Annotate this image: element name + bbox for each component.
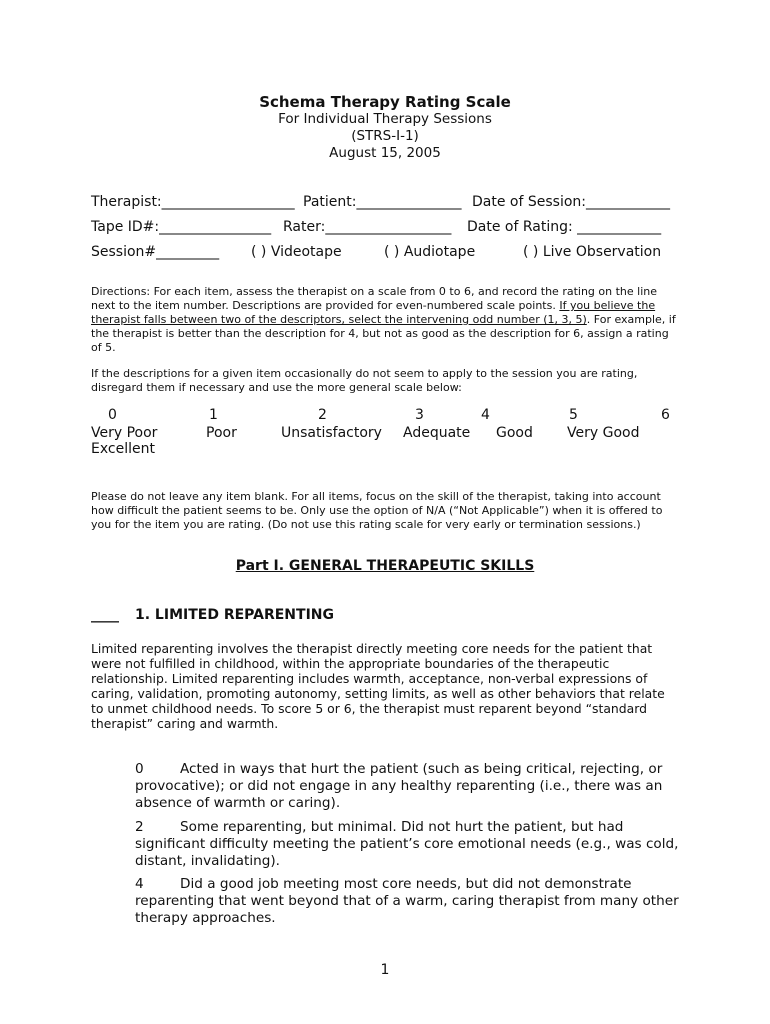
tape-id-field[interactable]: Tape ID#:________________ bbox=[91, 219, 272, 235]
scale-number-6: 6 bbox=[661, 407, 670, 423]
directions-paragraph bbox=[91, 285, 681, 355]
scale-number-0: 0 bbox=[108, 407, 117, 423]
item-description: Limited reparenting involves the therapist directly meeting core needs for the patient that were not fulfilled in childhood, within the appropriate boundaries of the therapeutic relationship. Limited reparenting includes warmth, acceptance, non-verbal expressions of caring, validation, promoting autonomy, setting limits, as well as other behaviors that relate to unmet childhood needs. To score 5 or 6, the therapist must reparent beyond “standard therapist” caring and warmth. bbox=[91, 641, 665, 731]
descriptor-text: Some reparenting, but minimal. Did not hurt the patient, but had significant difficulty meeting the patient’s core emotional needs (e.g., was cold, distant, invalidating). bbox=[135, 819, 679, 869]
directions-general-scale-note: If the descriptions for a given item occasionally do not seem to apply to the session you are rating, disregard them if necessary and use the more general scale below: bbox=[91, 367, 638, 394]
page-number: 1 bbox=[380, 962, 390, 978]
descriptor-score: 0 bbox=[135, 761, 144, 777]
scale-label-adequate: Adequate bbox=[403, 425, 471, 441]
date-of-rating-field[interactable]: Date of Rating: ____________ bbox=[467, 219, 662, 235]
scale-label-excellent: Excellent bbox=[91, 441, 155, 457]
scale-number-2: 2 bbox=[318, 407, 327, 423]
scale-number-1: 1 bbox=[209, 407, 218, 423]
scale-label-unsatisfactory: Unsatisfactory bbox=[281, 425, 382, 441]
descriptor-0 bbox=[135, 761, 685, 812]
directions-text-a: Directions: For each item, assess the therapist on a scale from 0 to 6, and record the rating on the line next to the item number. Descriptions are provided for even-numbered scale points. bbox=[91, 285, 658, 312]
descriptor-4 bbox=[135, 876, 685, 927]
descriptor-score: 2 bbox=[135, 819, 144, 835]
date-of-session-field[interactable]: Date of Session:____________ bbox=[472, 194, 670, 210]
document-code: (STRS-I-1) bbox=[351, 128, 419, 144]
session-number-field[interactable]: Session#_________ bbox=[91, 244, 220, 260]
scale-number-3: 3 bbox=[415, 407, 424, 423]
scale-number-5: 5 bbox=[569, 407, 578, 423]
instructions-note: Please do not leave any item blank. For all items, focus on the skill of the therapist, taking into account how difficult the patient seems to be. Only use the option of N/A (“Not Applicable”) when it is offered to you for the item you are rating. (Do not use this rating scale for very early or termination sessions.) bbox=[91, 490, 663, 531]
item-rating-blank[interactable]: ____ bbox=[91, 607, 119, 623]
descriptor-text: Did a good job meeting most core needs, but did not demonstrate reparenting that went beyond that of a warm, caring therapist from many other therapy approaches. bbox=[135, 876, 679, 926]
scale-label-very-poor: Very Poor bbox=[91, 425, 158, 441]
therapist-field[interactable]: Therapist:___________________ bbox=[91, 194, 295, 210]
scale-label-very-good: Very Good bbox=[567, 425, 640, 441]
videotape-checkbox[interactable]: ( ) Videotape bbox=[251, 244, 342, 260]
item-title: 1. LIMITED REPARENTING bbox=[135, 607, 334, 623]
scale-label-poor: Poor bbox=[206, 425, 237, 441]
document-title: Schema Therapy Rating Scale bbox=[259, 93, 511, 111]
audiotape-checkbox[interactable]: ( ) Audiotape bbox=[384, 244, 476, 260]
document-subtitle: For Individual Therapy Sessions bbox=[278, 111, 492, 127]
directions-text-underlined: If you believe the therapist falls between two of the descriptors, select the intervening odd number (1, 3, 5) bbox=[91, 299, 656, 326]
rater-field[interactable]: Rater:__________________ bbox=[283, 219, 452, 235]
patient-field[interactable]: Patient:_______________ bbox=[303, 194, 462, 210]
descriptor-text: Acted in ways that hurt the patient (such as being critical, rejecting, or provocative); or did not engage in any healthy reparenting (i.e., there was an absence of warmth or caring). bbox=[135, 761, 663, 811]
descriptor-2 bbox=[135, 819, 685, 870]
live-observation-checkbox[interactable]: ( ) Live Observation bbox=[523, 244, 662, 260]
scale-label-good: Good bbox=[496, 425, 533, 441]
document-date: August 15, 2005 bbox=[329, 145, 441, 161]
part-heading: Part I. GENERAL THERAPEUTIC SKILLS bbox=[235, 558, 535, 574]
directions-text-b: . For example, if the therapist is better than the description for 4, but not as good as the description for 6, assign a rating of 5. bbox=[91, 313, 676, 354]
descriptor-score: 4 bbox=[135, 876, 144, 892]
scale-number-4: 4 bbox=[481, 407, 490, 423]
